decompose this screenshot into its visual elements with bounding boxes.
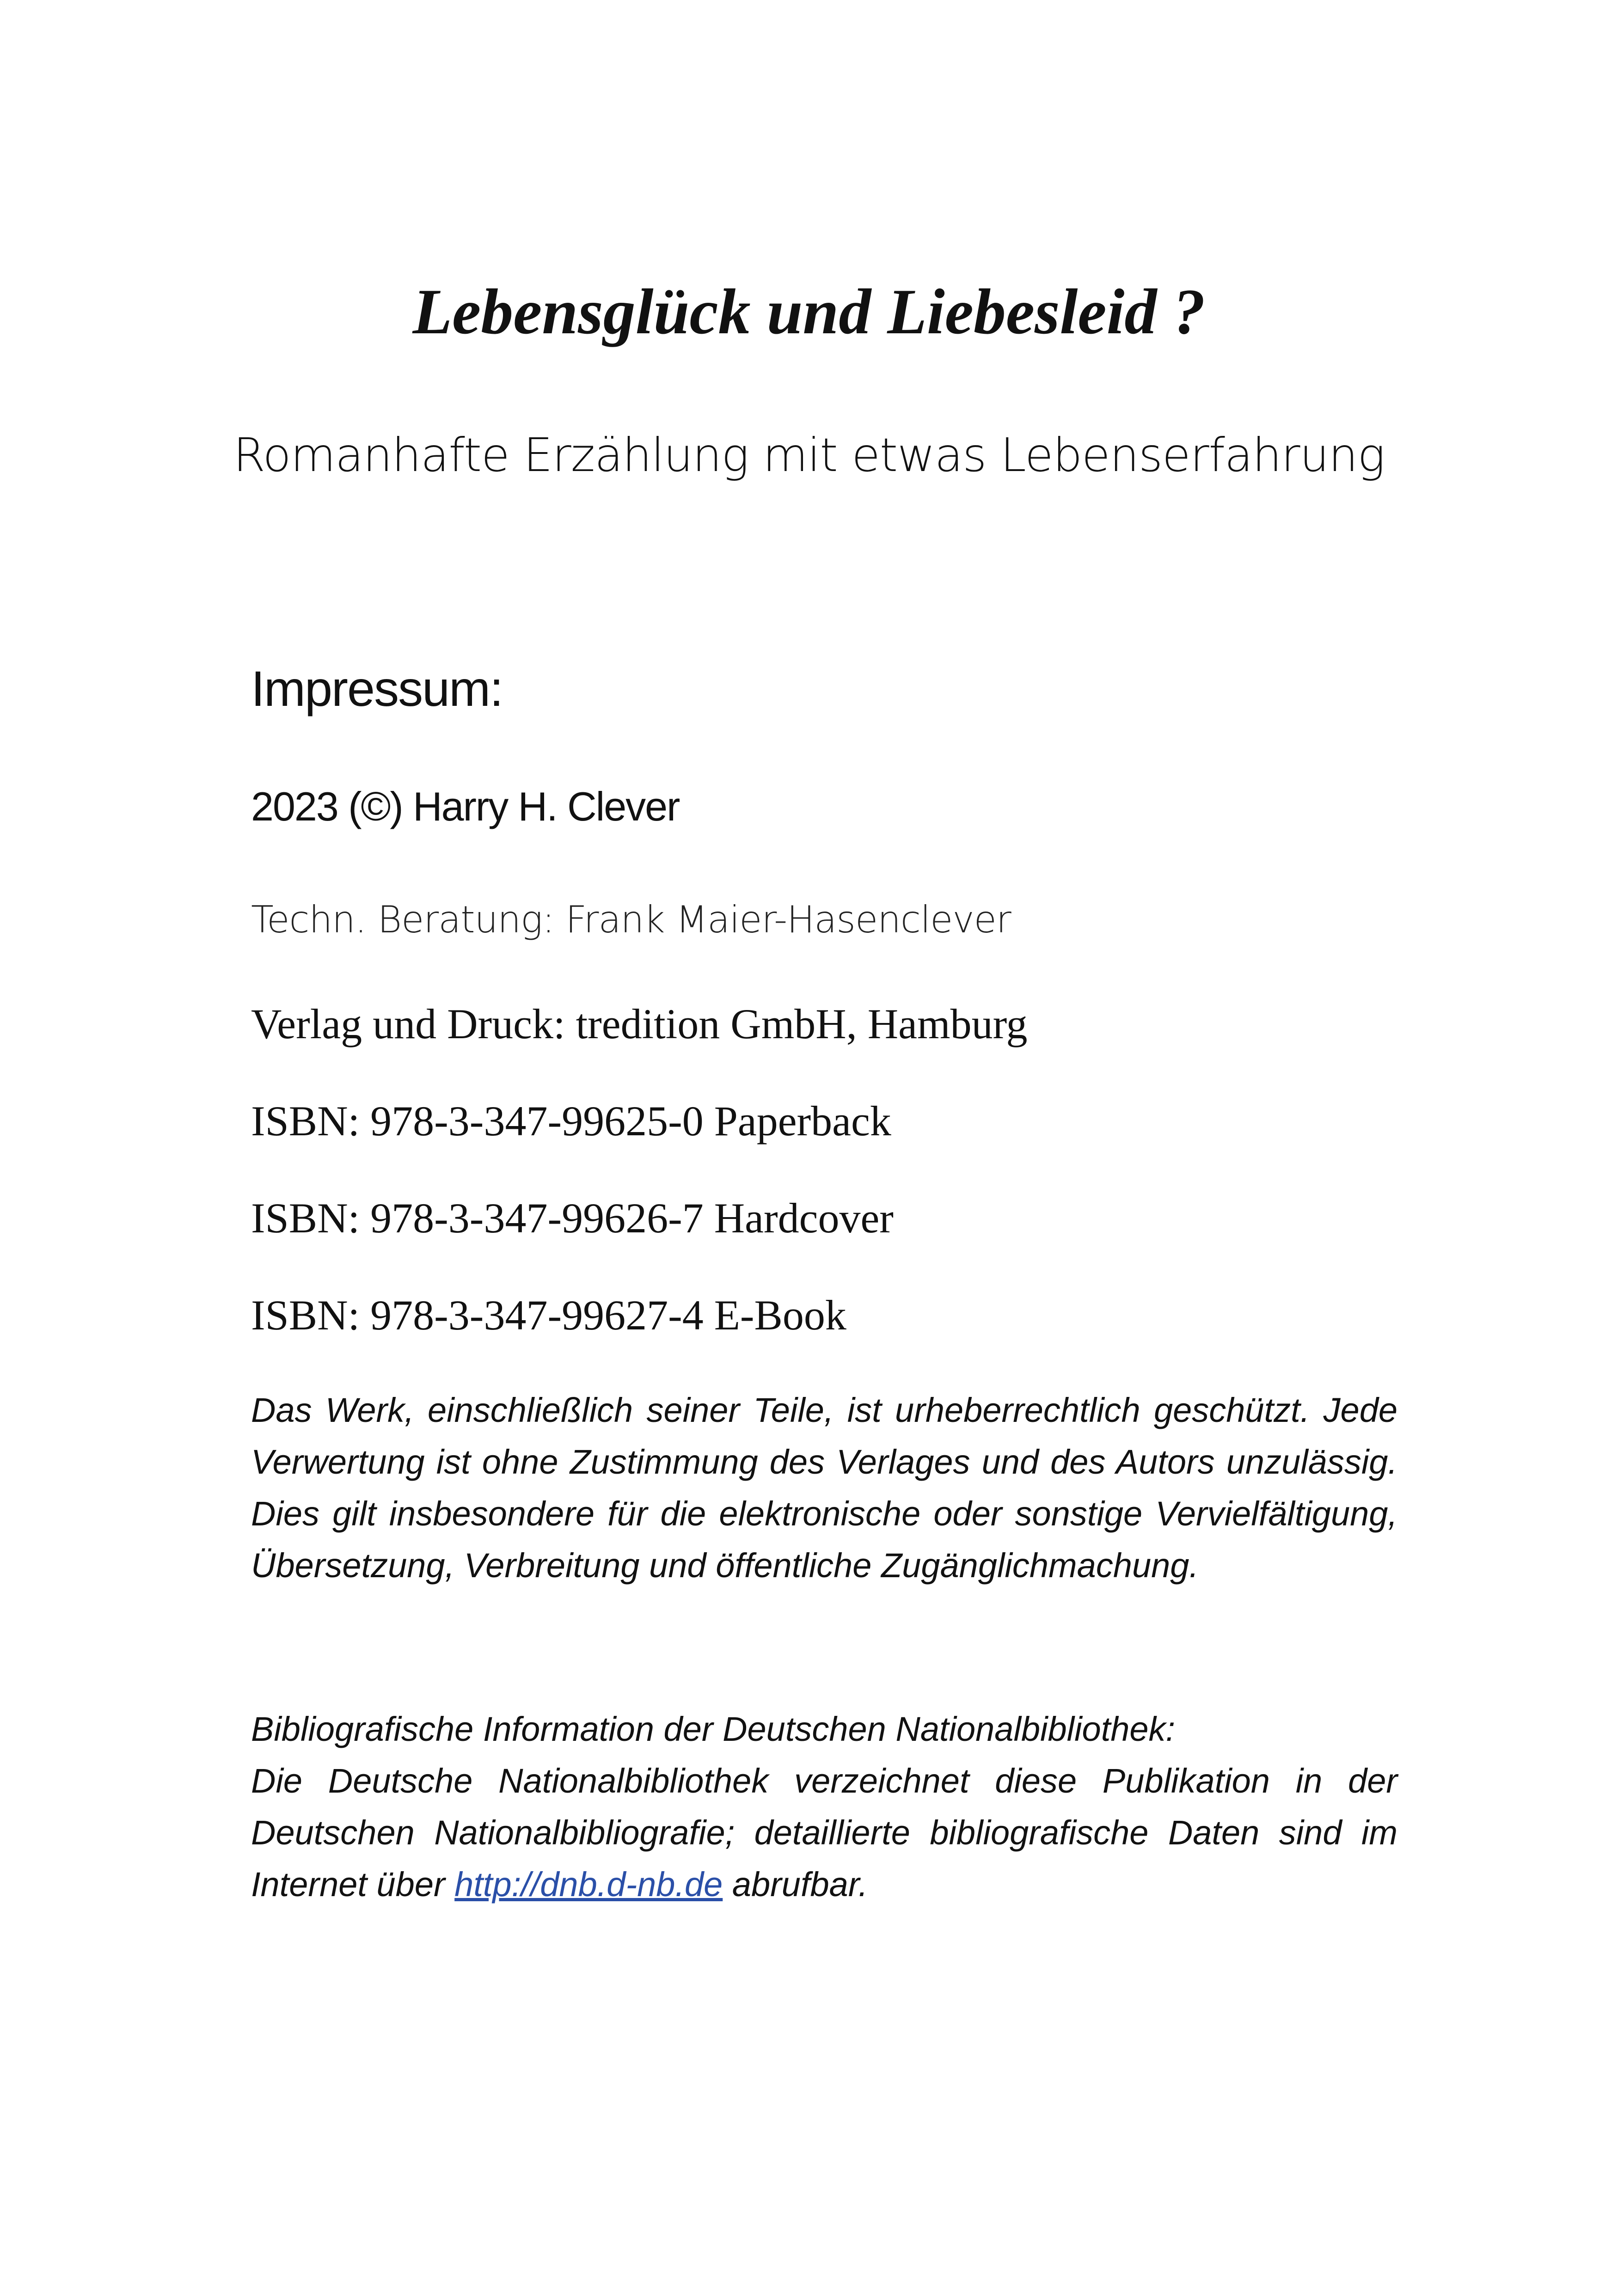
copyright-line: 2023 (©) Harry H. Clever bbox=[251, 784, 680, 829]
bibliography-text-end: abrufbar. bbox=[723, 1865, 868, 1904]
dnb-link[interactable]: http://dnb.d-nb.de bbox=[454, 1865, 723, 1904]
isbn-hardcover: ISBN: 978-3-347-99626-7 Hardcover bbox=[251, 1194, 894, 1242]
isbn-paperback: ISBN: 978-3-347-99625-0 Paperback bbox=[251, 1097, 891, 1145]
copyright-notice: Das Werk, einschließlich seiner Teile, ist urheberrechtlich geschützt. Jede Verwertung ist ohne Zustimmung des Verlages und des Autors unzulässig. Dies gilt insbesondere für die elektronische oder sonstige Vervielfältigung, Übersetzung, Verbreitung und öffentliche Zugänglichmachung. bbox=[251, 1391, 1397, 1585]
publisher-line: Verlag und Druck: tredition GmbH, Hamburg bbox=[251, 1000, 1028, 1047]
bibliography-heading: Bibliografische Information der Deutschen Nationalbibliothek: bbox=[251, 1710, 1176, 1748]
isbn-ebook: ISBN: 978-3-347-99627-4 E-Book bbox=[251, 1292, 846, 1339]
tech-advice-line: Techn. Beratung: Frank Maier-Hasenclever bbox=[251, 898, 1011, 941]
impressum-heading: Impressum: bbox=[251, 661, 503, 716]
book-subtitle: Romanhafte Erzählung mit etwas Lebenserfahrung bbox=[233, 428, 1385, 482]
book-title: Lebensglück und Liebesleid ? bbox=[412, 276, 1206, 348]
bibliography-notice bbox=[251, 1703, 1397, 1910]
bibliography-text: Die Deutsche Nationalbibliothek verzeichnet diese Publikation in der Deutschen Nationalbibliografie; detaillierte bibliografische Daten sind im Internet über bbox=[251, 1762, 1397, 1904]
